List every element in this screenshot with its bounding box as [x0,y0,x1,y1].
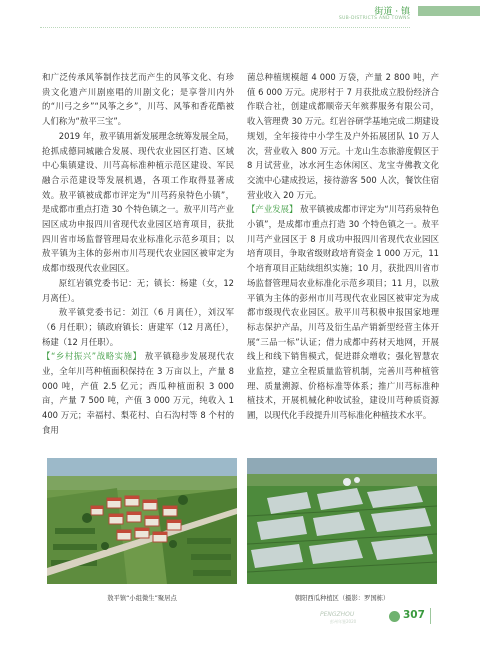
yearbook-logo-subtitle: 彭州年鉴2020 [330,619,357,624]
header-accent-bar [418,6,480,16]
page-header [0,0,480,36]
paragraph-body: 敖平镇被成都市评定为“川芎药泉特色小镇”，是成都市重点打造 30 个特色镇之一。敖平川芎产业园区于 8 月成功申报四川省现代农业园区培育项目，争取省级财政培育资金 1 000 万元，11 个培育项目正陆续组织实施；10 月，获批四川省市场监督管理局农业标准化示范乡项目；11 月，以敖平镇为主体的彭州市川芎现代农业园区被审定为成都市级现代农业园区。敖平川芎积极申报国家地理标志保护产品，川芎及衍生品产销新型经营主体开展“三品一标”认证；借力成都中药材天地网，开展线上和线下销售模式，促进群众增收；强化智慧农业监控，建立全程质量监管机制，完善川芎种植管理、质量溯源、价格标准等体系；推广川芎标准种植技术，开展机械化种收试验，建设川芎种质资源圃，以现代化手段提升川芎标准化种植技术水平。 [247,204,440,421]
header-dotted-rule [40,27,410,28]
photo-caption: 敖平镇“小组微生”聚居点 [107,595,177,602]
paragraph: 菌总种植规模超 4 000 万袋，产量 2 800 吨，产值 6 000 万元。虎形村于 7 月获批成立股份经济合作联合社，创建成都顺帝天年殡葬服务有限公司，收入管理费 30 万元。红岩谷研学基地完成二期建设规划，全年接待中小学生及户外拓展团队 10 万人次，营业收入 800 万元。十龙山生态旅游度假区于 8 月试营业，冰水河生态休闲区、龙宝寺佛教文化交流中心建成投运，接待游客 500 人次，餐饮住宿营业收入 20 万元。 [247,72,439,200]
yearbook-logo: PENGZHOU [320,611,355,618]
left-text-column [42,70,234,438]
paragraph: 2019 年，敖平镇用新发展理念统筹发展全局，抢抓成德同城融合发展、现代农业园区打造、区域中心集镇建设、川芎高标准种植示范区建设、军民融合示范建设等发展机遇，各项工作取得显著成效。敖平镇被成都市评定为“川芎药泉特色小镇”，是成都市重点打造 30 个特色镇之一。敖平川芎产业园区成功申报四川省现代农业园区培育项目，获批四川省市场监督管理局农业标准化示范乡项目；以敖平镇为主体的彭州市川芎现代农业园区被审定为成都市级现代农业园区。 [42,130,234,274]
paragraph [42,349,234,437]
page-number: 307 [403,609,425,621]
aerial-photo-settlement [47,458,237,584]
section-subtitle: SUB-DISTRICTS AND TOWNS [338,16,410,21]
leaf-dot-icon [389,611,400,622]
paragraph-body: 敖平镇稳步发展现代农业，全年川芎种植面积保持在 3 万亩以上，产量 8 000 吨，产值 2.5 亿元；西瓜种植面积 3 000 亩，产量 7 500 吨，产值 3 000 万元，纯收入 1 400 万元；幸福村、梨花村、白石沟村等 8 个村的食用 [42,351,235,435]
paragraph: 敖平镇党委书记：刘江（6 月离任），刘汉军（6 月任职）；镇政府镇长：唐建军（12 月离任），杨建（12 月任职）。 [42,307,234,347]
photo-caption: 朝阳西瓜种植区（摄影：罗国栋） [294,595,390,602]
paragraph: 和广泛传承风筝制作技艺而产生的风筝文化、有珍贵文化遗产川剧座唱的川剧文化；是享誉川内外的“川弓之乡”“风筝之乡”，川芎、风筝和香花酷被人们称为“敖平三宝”。 [42,72,234,127]
page-number-rule [430,608,431,624]
aerial-photo-watermelon-field [247,458,437,584]
right-text-column [247,70,439,423]
paragraph [247,202,439,423]
paragraph: 原红岩镇党委书记：无；镇长：杨建（女，12 月离任）。 [42,277,234,303]
section-heading: 【“乡村振兴”战略实施】 [42,351,142,362]
section-heading: 【产业发展】 [247,204,298,215]
section-title: 街道 · 镇 [374,7,410,17]
